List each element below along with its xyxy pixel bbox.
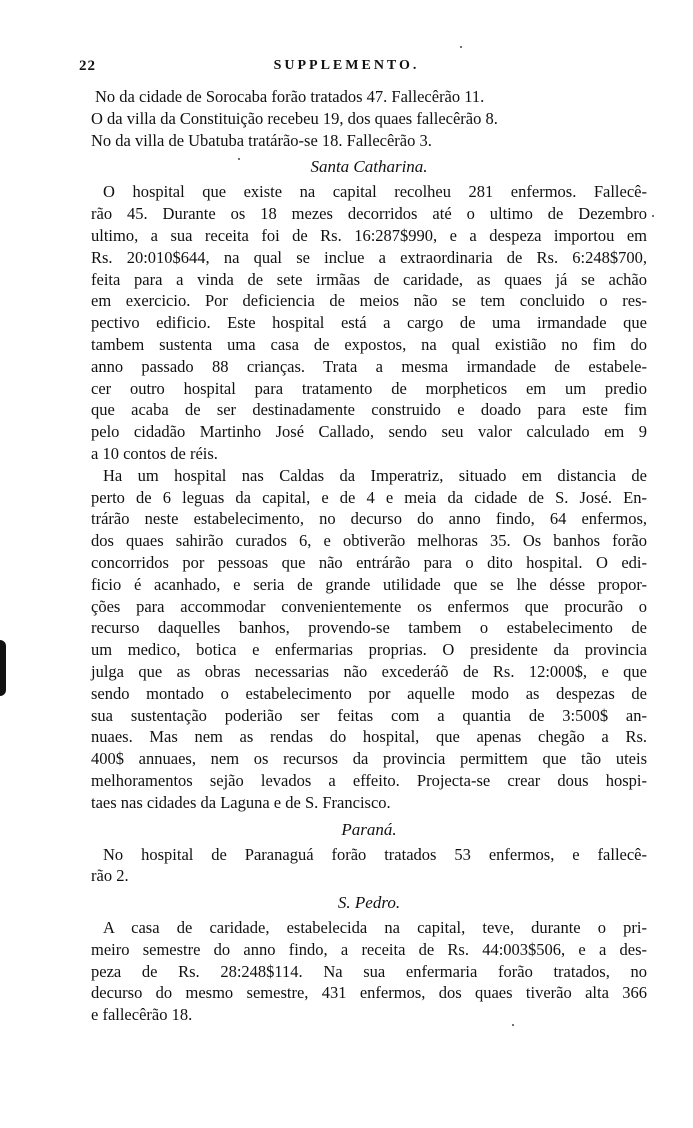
paragraph-line: concorridos por pessoas que não entrárão para o dito hospital. O edi- <box>91 552 647 572</box>
paragraph-line: melhoramentos sejão levados a effeito. Projecta-se crear dous hospi- <box>91 770 647 790</box>
section-heading: S. Pedro. <box>337 893 401 913</box>
paper-speck <box>238 158 240 160</box>
paragraph-line: pectivo edificio. Este hospital está a cargo de uma irmandade que <box>91 313 647 333</box>
paragraph-line: e fallecêrão 18. <box>91 1005 193 1025</box>
intro-line: O da villa da Constituição recebeu 19, dos quaes fallecêrão 8. <box>91 108 498 128</box>
paragraph-line: Rs. 20:010$644, na qual se inclue a extraordinaria de Rs. 6:248$700, <box>91 247 647 267</box>
paper-speck <box>652 215 654 217</box>
paragraph-line: meiro semestre do anno findo, a receita de Rs. 44:003$506, e a des- <box>91 939 647 959</box>
page-edge-mark <box>0 640 6 696</box>
paragraph-line: nuaes. Mas nem as rendas do hospital, que apenas chegão a Rs. <box>91 727 647 747</box>
running-head: SUPPLEMENTO. <box>273 58 420 73</box>
paper-speck <box>512 1024 514 1026</box>
paragraph-line: taes nas cidades da Laguna e de S. Francisco. <box>91 792 391 812</box>
paragraph-line: recurso daquelles banhos, provendo-se tambem o estabelecimento de <box>91 618 647 638</box>
paragraph-line: No hospital de Paranaguá forão tratados 53 enfermos, e fallecê- <box>103 844 647 864</box>
paragraph-line: feita para a vinda de sete irmãas de caridade, as quaes já se achão <box>91 269 647 289</box>
paragraph-line: trárão neste estabelecimento, no decurso do anno findo, 64 enfermos, <box>91 509 647 529</box>
paragraph-line: pelo cidadão Martinho José Callado, sendo seu valor calculado em 9 <box>91 422 647 442</box>
paragraph-line: A casa de caridade, estabelecida na capital, teve, durante o pri- <box>103 918 647 938</box>
paragraph-line: ficio é acanhado, e seria de grande utilidade que se lhe désse propor- <box>91 574 647 594</box>
paragraph-line: rão 2. <box>91 866 129 886</box>
paragraph-line: O hospital que existe na capital recolheu 281 enfermos. Fallecê- <box>103 182 647 202</box>
paragraph-line: tambem sustenta uma casa de expostos, na qual existião no fim do <box>91 334 647 354</box>
paragraph-line: rão 45. Durante os 18 mezes decorridos até o ultimo de Dezembro <box>91 204 647 224</box>
paragraph-line: peza de Rs. 28:248$114. Na sua enfermaria forão tratados, no <box>91 961 647 981</box>
section-heading: Santa Catharina. <box>310 157 428 177</box>
paragraph-line: decurso do mesmo semestre, 431 enfermos, dos quaes tiverão alta 366 <box>91 983 647 1003</box>
intro-line: No da villa de Ubatuba tratárão-se 18. Fallecêrão 3. <box>91 130 432 150</box>
paragraph-line: julga que as obras necessarias não excederáõ de Rs. 12:000$, e que <box>91 661 647 681</box>
paragraph-line: que acaba de ser destinadamente construido e doado para este fim <box>91 400 647 420</box>
section-heading: Paraná. <box>341 819 397 839</box>
paragraph-line: 400$ annuaes, nem os recursos da provincia permittem que tão uteis <box>91 749 647 769</box>
paragraph-line: sendo montado o estabelecimento por aquelle modo as despezas de <box>91 683 647 703</box>
paragraph-line: um medico, botica e enfermarias proprias. O presidente da provincia <box>91 640 647 660</box>
paragraph-line: cer outro hospital para tratamento de morpheticos em um predio <box>91 378 647 398</box>
page-header <box>0 58 693 84</box>
paragraph-line: Ha um hospital nas Caldas da Imperatriz, situado em distancia de <box>103 465 647 485</box>
document-body <box>91 86 647 1026</box>
paragraph-line: anno passado 88 crianças. Trata a mesma irmandade de estabele- <box>91 356 647 376</box>
intro-line: No da cidade de Sorocaba forão tratados 47. Fallecêrão 11. <box>95 87 485 106</box>
paper-speck <box>460 46 462 48</box>
paragraph-line: ultimo, a sua receita foi de Rs. 16:287$990, e a despeza importou em <box>91 225 647 245</box>
paragraph-line: em exercicio. Por deficiencia de meios não se tem concluido o res- <box>91 291 647 311</box>
paragraph-line: a 10 contos de réis. <box>91 443 218 463</box>
paragraph-line: ções para accommodar convenientemente os enfermos que procurão o <box>91 596 647 616</box>
page-number: 22 <box>79 58 96 74</box>
paragraph-line: perto de 6 leguas da capital, e de 4 e meia da cidade de S. José. En- <box>91 487 647 507</box>
paragraph-line: dos quaes sahirão curados 6, e obtiverão melhoras 35. Os banhos forão <box>91 531 647 551</box>
paragraph-line: sua sustentação poderião ser feitas com a quantia de 3:500$ an- <box>91 705 647 725</box>
